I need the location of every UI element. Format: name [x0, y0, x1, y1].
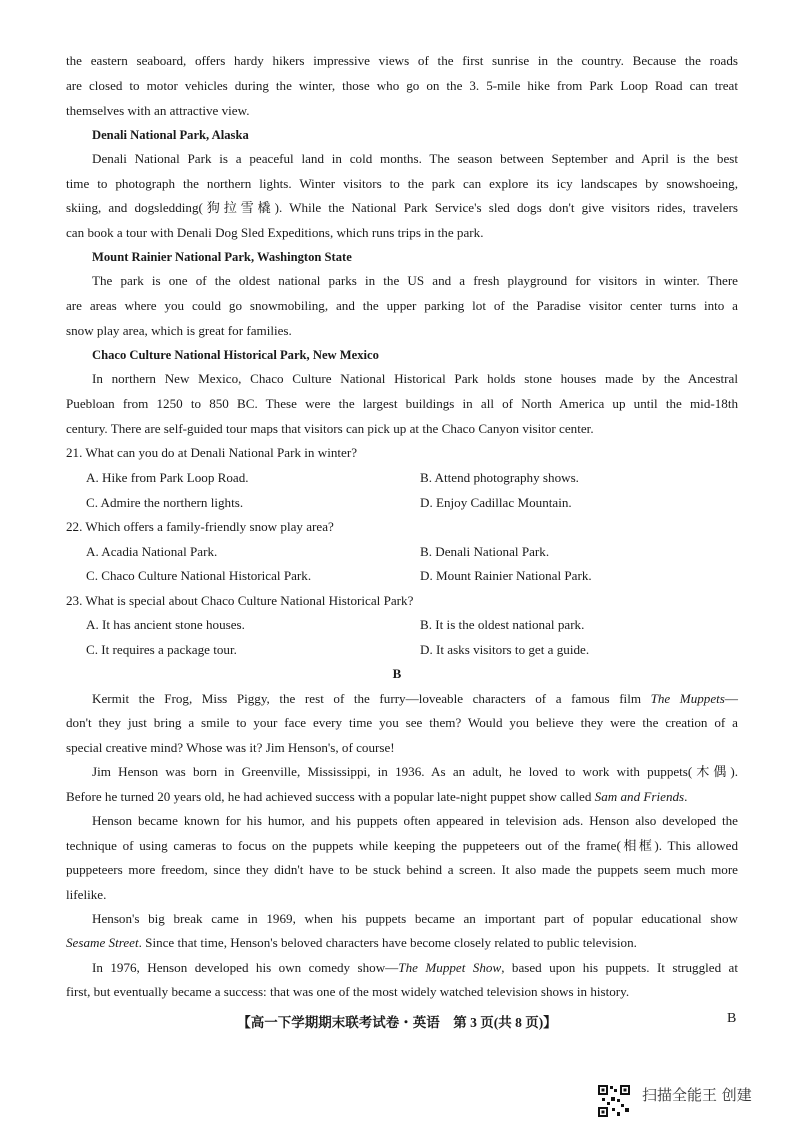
passage-line: The park is one of the oldest national parks in the US and a fresh playground for visitors in winter. There — [92, 273, 738, 288]
option-a: A. It has ancient stone houses. — [86, 617, 245, 632]
text-run: Before he turned 20 years old, he had achieved success with a popular late-night puppet show called — [66, 789, 595, 804]
film-title: The Muppets — [650, 691, 725, 706]
question-stem: 22. Which offers a family-friendly snow play area? — [66, 519, 334, 534]
option-c: C. It requires a package tour. — [86, 642, 237, 657]
question-stem: 23. What is special about Chaco Culture National Historical Park? — [66, 593, 414, 608]
passage-line: first, but eventually became a success: that was one of the most widely watched television shows in history. — [66, 984, 630, 999]
passage-line: can book a tour with Denali Dog Sled Expeditions, which runs trips in the park. — [66, 225, 484, 240]
paper-version: B — [727, 1011, 737, 1026]
option-c: C. Chaco Culture National Historical Park. — [86, 568, 312, 583]
text-run: . Since that time, Henson's beloved characters have become closely related to public television. — [138, 935, 637, 950]
option-d: D. Enjoy Cadillac Mountain. — [420, 495, 572, 510]
passage-line: skiing, and dogsledding(狗拉雪橇). While the National Park Service's sled dogs don't give visitors rides, travelers — [66, 200, 738, 215]
option-a: A. Hike from Park Loop Road. — [86, 470, 249, 485]
option-b: B. Denali National Park. — [420, 544, 550, 559]
show-title: The Muppet Show — [398, 960, 502, 975]
question-stem: 21. What can you do at Denali National Park in winter? — [66, 445, 358, 460]
passage-line — [66, 788, 738, 806]
show-title: Sesame Street — [66, 935, 139, 950]
section-heading-denali: Denali National Park, Alaska — [92, 128, 249, 142]
passage-line: are areas where you could go snowmobiling, and the upper parking lot of the Paradise visitor center turns into a — [66, 298, 738, 313]
passage-line: In northern New Mexico, Chaco Culture National Historical Park holds stone houses made by the Ancestral — [92, 371, 738, 386]
passage-line: time to photograph the northern lights. Winter visitors to the park can explore its icy landscapes by snowshoeing, — [66, 176, 738, 191]
passage-line — [66, 934, 738, 952]
section-heading-chaco: Chaco Culture National Historical Park, New Mexico — [92, 348, 379, 362]
passage-line: Jim Henson was born in Greenville, Mississippi, in 1936. As an adult, he loved to work with puppets(木偶). — [92, 764, 738, 779]
passage-line — [92, 959, 738, 977]
option-d: D. It asks visitors to get a guide. — [420, 642, 590, 657]
passage-line: the eastern seaboard, offers hardy hikers impressive views of the first sunrise in the country. Because the roads — [66, 53, 738, 68]
passage-line: puppeteers more freedom, since they didn't have to be stuck behind a screen. It also made the puppets seem much more — [66, 862, 738, 877]
passage-line: are closed to motor vehicles during the winter, those who go on the 3. 5-mile hike from Park Loop Road can treat — [66, 78, 738, 93]
text-run: — — [724, 691, 738, 706]
page-footer: 【高一下学期期末联考试卷・英语 第 3 页(共 8 页)】 — [237, 1015, 557, 1030]
scanner-watermark: 扫描全能王 创建 — [642, 1086, 752, 1104]
qr-code-icon — [597, 1084, 631, 1118]
passage-line: Puebloan from 1250 to 850 BC. These were the largest buildings in all of North America up until the mid-18th — [66, 396, 738, 411]
passage-line — [92, 690, 738, 708]
passage-line: Denali National Park is a peaceful land in cold months. The season between September and April is the best — [92, 151, 738, 166]
section-heading-rainier: Mount Rainier National Park, Washington State — [92, 250, 352, 264]
text-run: , based upon his puppets. It struggled at — [501, 960, 739, 975]
text-run: Kermit the Frog, Miss Piggy, the rest of the furry—loveable characters of a famous film — [92, 691, 651, 706]
show-title: Sam and Friends — [594, 789, 685, 804]
option-d: D. Mount Rainier National Park. — [420, 568, 592, 583]
passage-line: century. There are self-guided tour maps that visitors can pick up at the Chaco Canyon visitor center. — [66, 421, 594, 436]
passage-line: Henson's big break came in 1969, when his puppets became an important part of popular educational show — [92, 911, 738, 926]
passage-line: lifelike. — [66, 887, 107, 902]
text-run: . — [684, 789, 688, 804]
section-b-label: B — [392, 666, 402, 681]
option-b: B. Attend photography shows. — [420, 470, 579, 485]
passage-line: technique of using cameras to focus on the puppets while keeping the puppeteers out of the frame(相框). This allowed — [66, 838, 738, 853]
passage-line: themselves with an attractive view. — [66, 103, 250, 118]
option-c: C. Admire the northern lights. — [86, 495, 244, 510]
passage-line: snow play area, which is great for families. — [66, 323, 292, 338]
option-b: B. It is the oldest national park. — [420, 617, 585, 632]
text-run: In 1976, Henson developed his own comedy show— — [92, 960, 399, 975]
passage-line: Henson became known for his humor, and his puppets often appeared in television ads. Henson also developed the — [92, 813, 738, 828]
option-a: A. Acadia National Park. — [86, 544, 218, 559]
passage-line: special creative mind? Whose was it? Jim Henson's, of course! — [66, 740, 395, 755]
passage-line: don't they just bring a smile to your face every time you see them? Would you believe they were the creation of a — [66, 715, 738, 730]
